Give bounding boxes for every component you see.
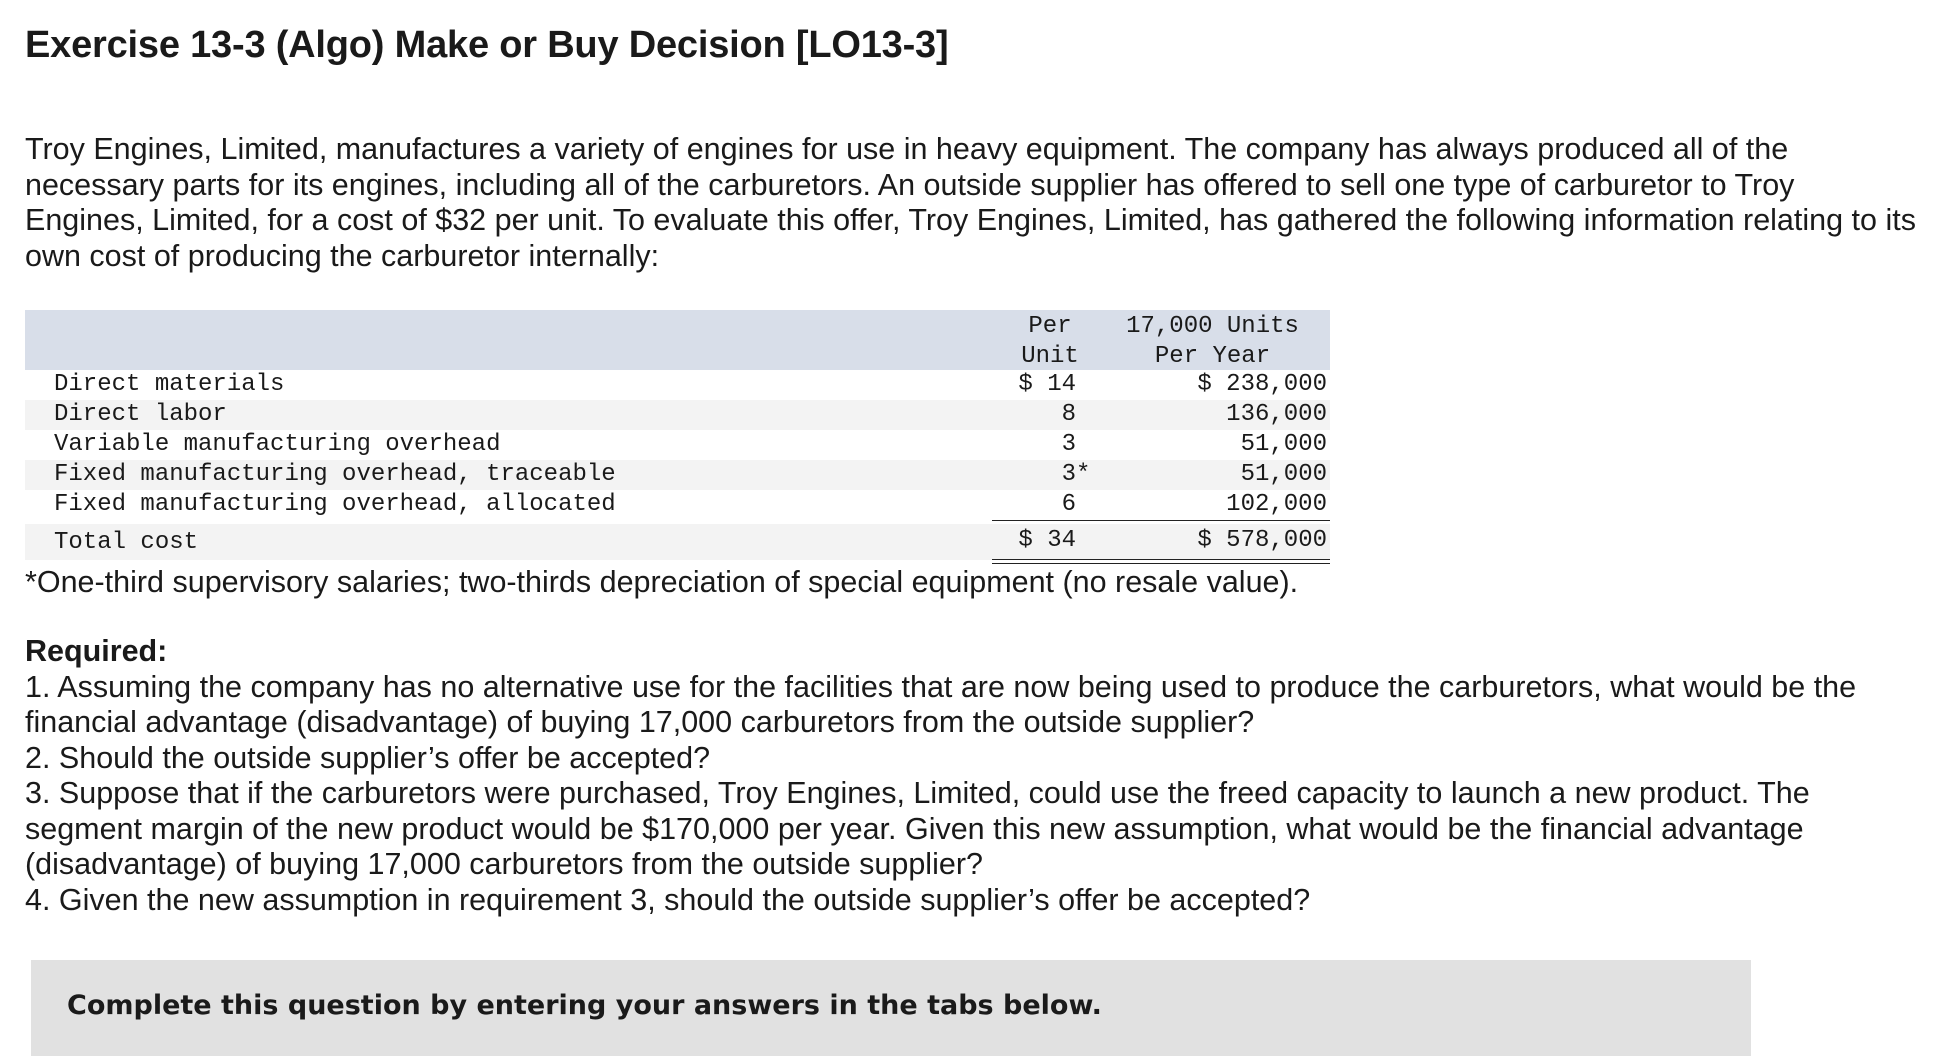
table-row (25, 490, 1330, 520)
exercise-title: Exercise 13-3 (Algo) Make or Buy Decision [LO13-3] (25, 24, 949, 66)
table-row (25, 400, 1330, 430)
subtotal-rule (992, 520, 1330, 521)
row-label: Variable manufacturing overhead (54, 431, 501, 458)
footnote-marker: * (1076, 461, 1091, 488)
row-per-unit: 6 (1061, 491, 1076, 518)
row-label: Fixed manufacturing overhead, traceable (54, 461, 616, 488)
row-per-year: 136,000 (1226, 401, 1327, 428)
row-per-year: 51,000 (1240, 461, 1327, 488)
row-per-unit: $ 14 (1018, 371, 1076, 398)
total-per-year: $ 578,000 (1197, 527, 1327, 554)
row-per-unit: 3 (1061, 431, 1076, 458)
table-row (25, 430, 1330, 460)
required-heading: Required: (25, 634, 168, 668)
total-label: Total cost (54, 529, 199, 556)
table-row (25, 460, 1330, 490)
row-per-year: 51,000 (1240, 431, 1327, 458)
row-per-unit: 8 (1061, 401, 1076, 428)
row-label: Direct materials (54, 371, 285, 398)
instructions-text: Complete this question by entering your answers in the tabs below. (67, 990, 1102, 1021)
table-header (25, 310, 1330, 370)
table-row (25, 370, 1330, 400)
row-label: Direct labor (54, 401, 227, 428)
required-section (25, 634, 1920, 918)
requirement-2: 2. Should the outside supplier’s offer be accepted? (25, 740, 711, 775)
row-per-year: 102,000 (1226, 491, 1327, 518)
total-double-rule (992, 559, 1330, 564)
header-per-unit: Per Unit (1021, 313, 1079, 370)
row-per-year: $ 238,000 (1197, 371, 1327, 398)
requirement-1: 1. Assuming the company has no alternative use for the facilities that are now being used to produce the carburetors, what would be the financial advantage (disadvantage) of buying 17,000 carburetors from the outside supplier? (25, 669, 1857, 739)
total-row (25, 524, 1330, 560)
table-footnote: *One-third supervisory salaries; two-thirds depreciation of special equipment (no resale value). (25, 565, 1299, 599)
instructions-box (31, 960, 1751, 1056)
row-label: Fixed manufacturing overhead, allocated (54, 491, 616, 518)
requirement-4: 4. Given the new assumption in requirement 3, should the outside supplier’s offer be accepted? (25, 882, 1311, 917)
header-per-year: 17,000 Units Per Year (1126, 313, 1299, 370)
total-per-unit: $ 34 (1018, 527, 1076, 554)
problem-intro: Troy Engines, Limited, manufactures a variety of engines for use in heavy equipment. The company has always produced all of the necessary parts for its engines, including all of the carburetors. An outside supplier has offered to sell one type of carburetor to Troy Engines, Limited, for a cost of $32 per unit. To evaluate this offer, Troy Engines, Limited, has gathered the following information relating to its own cost of producing the carburetor internally: (25, 132, 1916, 273)
requirement-3: 3. Suppose that if the carburetors were purchased, Troy Engines, Limited, could use the freed capacity to launch a new product. The segment margin of the new product would be $170,000 per year. Given this new assumption, what would be the financial advantage (disadvantage) of buying 17,000 carburetors from the outside supplier? (25, 776, 1810, 881)
row-per-unit: 3* (1061, 461, 1091, 488)
